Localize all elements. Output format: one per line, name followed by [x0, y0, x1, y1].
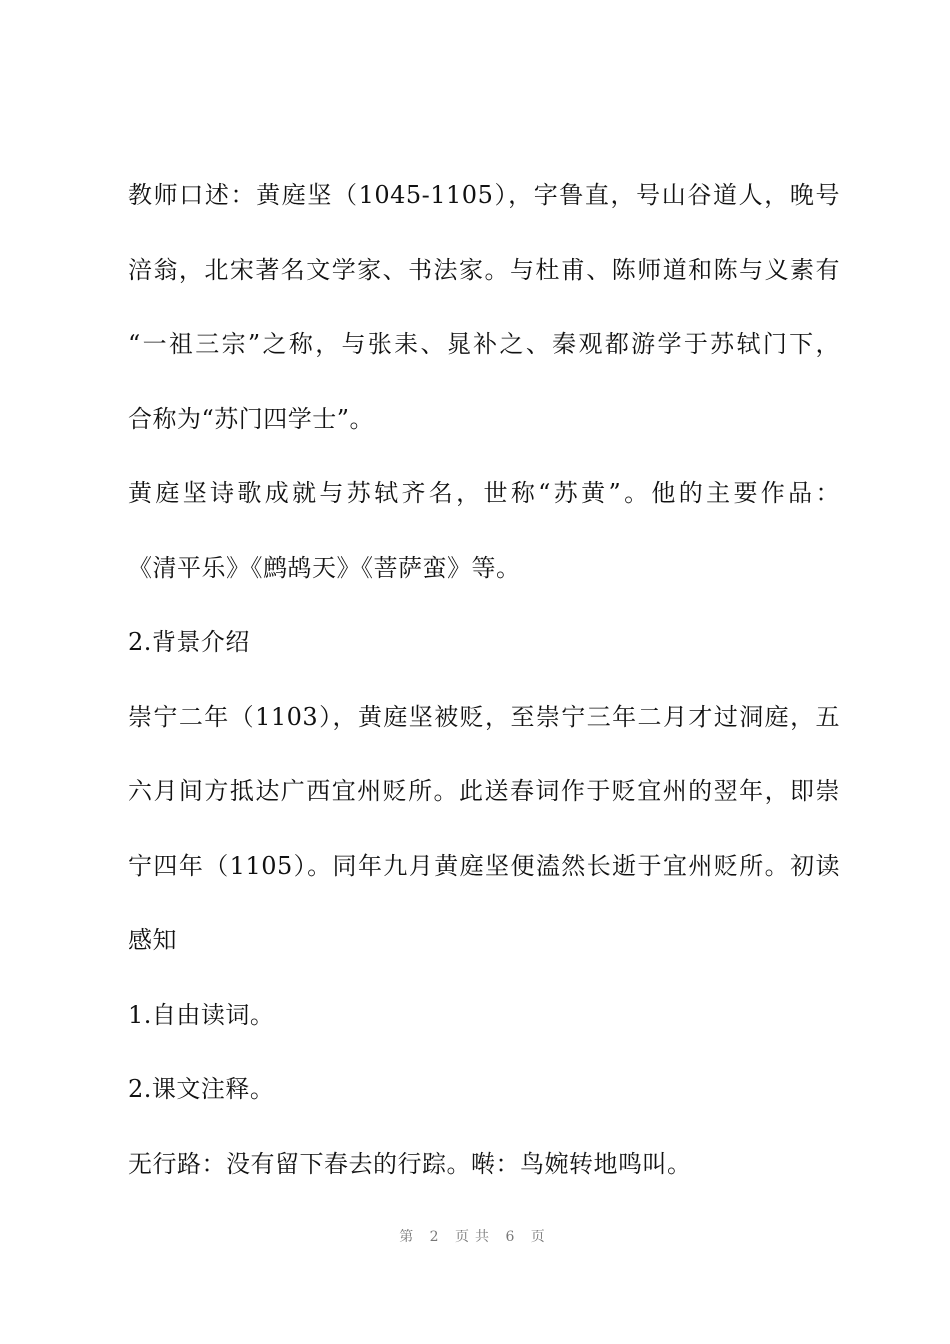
paragraph-line: 感知 [128, 926, 177, 954]
paragraph-line: 黄庭坚诗歌成就与苏轼齐名，世称“苏黄”。他的主要作品： [128, 479, 840, 507]
paragraph-line: 教师口述：黄庭坚（1045-1105），字鲁直，号山谷道人，晚号 [128, 181, 840, 209]
list-item: 2.课文注释。 [128, 1075, 275, 1103]
page-number-footer: 第 2 页共 6 页 [399, 1229, 551, 1245]
paragraph-line: “一祖三宗”之称，与张耒、晁补之、秦观都游学于苏轼门下， [128, 330, 840, 358]
paragraph-line: 《清平乐》《鹧鸪天》《菩萨蛮》等。 [128, 553, 521, 582]
paragraph-line: 无行路：没有留下春去的行踪。啭：鸟婉转地鸣叫。 [128, 1149, 692, 1178]
document-body [128, 172, 840, 1215]
paragraph-line: 崇宁二年（1103），黄庭坚被贬，至崇宁三年二月才过洞庭，五 [128, 702, 840, 731]
section-heading: 2.背景介绍 [128, 628, 250, 656]
paragraph-line: 宁四年（1105）。同年九月黄庭坚便溘然长逝于宜州贬所。初读 [128, 851, 840, 880]
paragraph-line: 六月间方抵达广西宜州贬所。此送春词作于贬宜州的翌年，即崇 [128, 777, 840, 805]
list-item: 1.自由读词。 [128, 1000, 275, 1029]
paragraph-line: 合称为“苏门四学士”。 [128, 404, 375, 433]
paragraph-line: 涪翁，北宋著名文学家、书法家。与杜甫、陈师道和陈与义素有 [128, 255, 840, 284]
